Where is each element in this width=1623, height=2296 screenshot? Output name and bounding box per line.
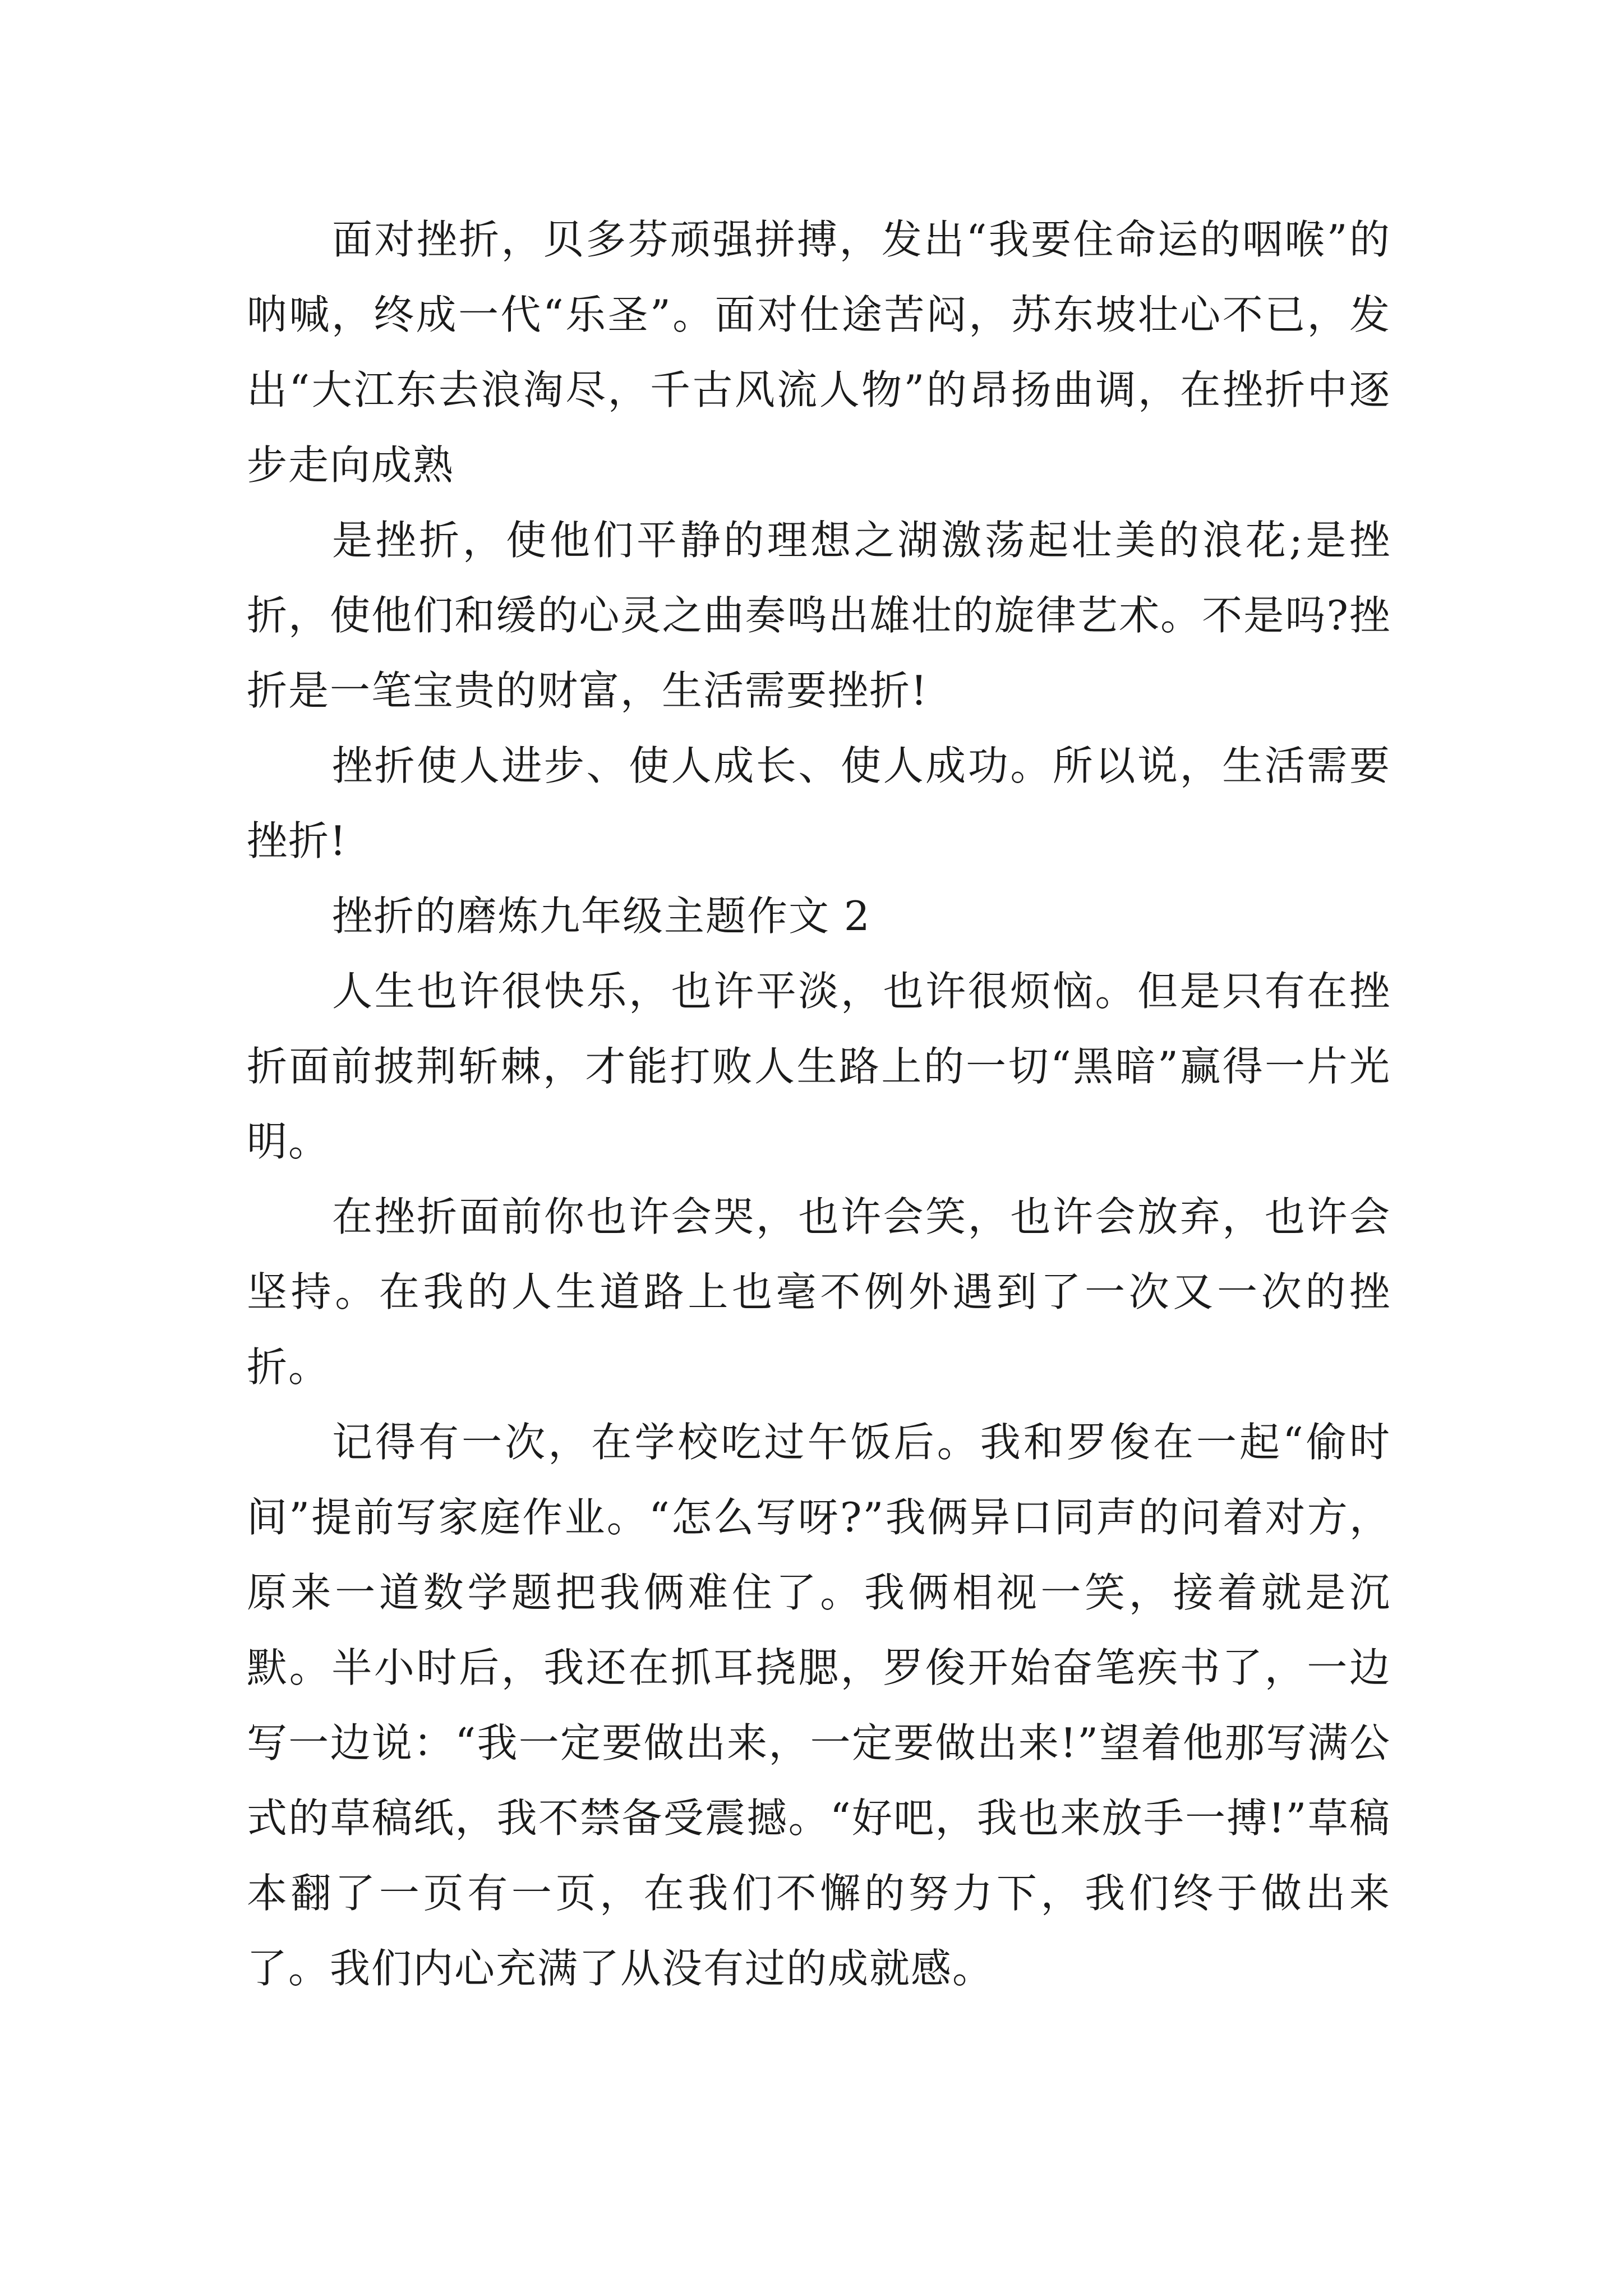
paragraph-5: 在挫折面前你也许会哭，也许会笑，也许会放弃，也许会坚持。在我的人生道路上也毫不例外遇到了一次又一次的挫折。 <box>247 1193 1391 1391</box>
paragraph-4: 人生也许很快乐，也许平淡，也许很烦恼。但是只有在挫折面前披荆斩棘，才能打败人生路上的一切“黑暗”赢得一片光明。 <box>247 968 1391 1165</box>
section-title: 挫折的磨炼九年级主题作文 2 <box>332 892 871 940</box>
paragraph-3: 挫折使人进步、使人成长、使人成功。所以说，生活需要挫折! <box>247 742 1391 864</box>
paragraph-1: 面对挫折，贝多芬顽强拼搏，发出“我要住命运的咽喉”的呐喊，终成一代“乐圣”。面对仕途苦闷，苏东坡壮心不已，发出“大江东去浪淘尽，千古风流人物”的昂扬曲调，在挫折中逐步走向成熟 <box>247 216 1391 489</box>
document-body <box>247 202 1391 2006</box>
paragraph-2: 是挫折，使他们平静的理想之湖激荡起壮美的浪花;是挫折，使他们和缓的心灵之曲奏鸣出雄壮的旋律艺术。不是吗?挫折是一笔宝贵的财富，生活需要挫折! <box>247 517 1391 714</box>
paragraph-6: 记得有一次，在学校吃过午饭后。我和罗俊在一起“偷时间”提前写家庭作业。“怎么写呀?”我俩异口同声的问着对方，原来一道数学题把我俩难住了。我俩相视一笑，接着就是沉默。半小时后，我还在抓耳挠腮，罗俊开始奋笔疾书了，一边写一边说：“我一定要做出来，一定要做出来!”望着他那写满公式的草稿纸，我不禁备受震撼。“好吧，我也来放手一搏!”草稿本翻了一页有一页，在我们不懈的努力下，我们终于做出来了。我们内心充满了从没有过的成就感。 <box>247 1419 1391 1992</box>
